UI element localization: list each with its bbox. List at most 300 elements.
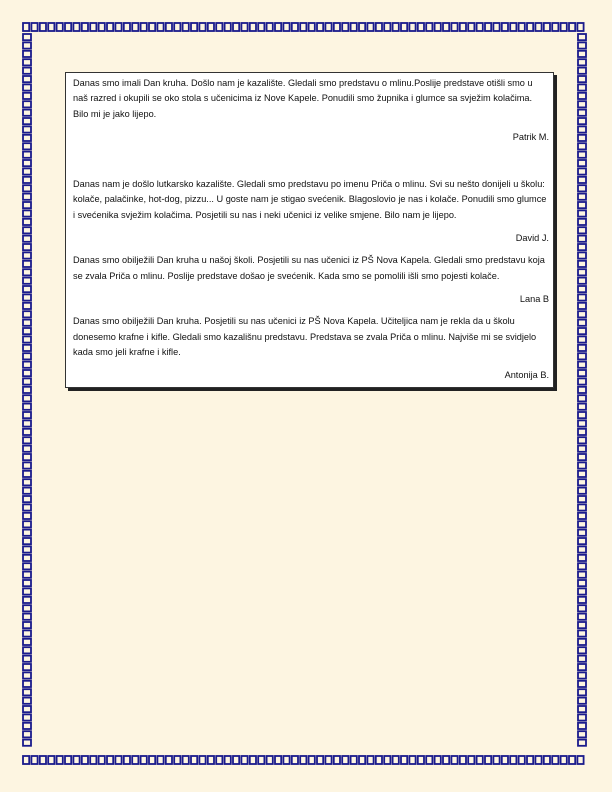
border-link (23, 387, 31, 393)
border-link (578, 68, 586, 74)
border-link (23, 328, 31, 334)
border-link (578, 219, 586, 225)
border-link (23, 462, 31, 468)
border-link (578, 412, 586, 418)
border-link (23, 412, 31, 418)
border-link (578, 252, 586, 258)
border-link (451, 23, 457, 31)
border-link (552, 23, 558, 31)
border-link (578, 269, 586, 275)
border-link (124, 756, 130, 764)
border-link (23, 588, 31, 594)
border-link (23, 126, 31, 132)
border-link (578, 278, 586, 284)
border-link (82, 23, 88, 31)
border-link (578, 294, 586, 300)
entry-author: Patrik M. (512, 131, 549, 142)
border-link (283, 756, 289, 764)
border-link (23, 370, 31, 376)
border-link (578, 395, 586, 401)
border-link (23, 630, 31, 636)
border-link (23, 530, 31, 536)
border-link (115, 23, 121, 31)
border-link (275, 756, 281, 764)
border-link (250, 756, 256, 764)
border-link (317, 756, 323, 764)
border-link (578, 194, 586, 200)
border-link (578, 210, 586, 216)
border-link (23, 488, 31, 494)
border-link (65, 23, 71, 31)
border-link (578, 362, 586, 368)
border-link (23, 513, 31, 519)
border-link (23, 672, 31, 678)
border-link (578, 286, 586, 292)
border-link (23, 395, 31, 401)
border-link (23, 689, 31, 695)
border-link (578, 471, 586, 477)
border-link (23, 336, 31, 342)
border-link (519, 23, 525, 31)
border-link (578, 496, 586, 502)
border-link (183, 23, 189, 31)
border-link (23, 664, 31, 670)
border-link (384, 23, 390, 31)
border-link (367, 23, 373, 31)
border-link (578, 303, 586, 309)
border-link (258, 756, 264, 764)
border-link (578, 328, 586, 334)
border-link (527, 756, 533, 764)
border-link (23, 278, 31, 284)
border-link (578, 320, 586, 326)
border-link (578, 59, 586, 65)
border-link (578, 572, 586, 578)
border-link (23, 194, 31, 200)
border-link (225, 756, 231, 764)
border-link (578, 378, 586, 384)
border-link (73, 23, 79, 31)
border-link (409, 23, 415, 31)
border-link (65, 756, 71, 764)
border-link (23, 496, 31, 502)
border-link (578, 160, 586, 166)
border-link (23, 740, 31, 746)
border-link (191, 756, 197, 764)
border-link (578, 462, 586, 468)
border-link (23, 68, 31, 74)
border-link (578, 538, 586, 544)
border-link (578, 698, 586, 704)
border-link (258, 23, 264, 31)
border-link (325, 756, 331, 764)
border-link (578, 404, 586, 410)
border-link (334, 756, 340, 764)
border-link (23, 227, 31, 233)
border-link (23, 320, 31, 326)
border-link (578, 446, 586, 452)
border-link (510, 23, 516, 31)
border-link (23, 555, 31, 561)
border-link (426, 756, 432, 764)
border-link (578, 689, 586, 695)
border-link (174, 756, 180, 764)
border-link (166, 23, 172, 31)
border-link (174, 23, 180, 31)
border-link (23, 504, 31, 510)
border-link (578, 353, 586, 359)
border-link (578, 740, 586, 746)
border-link (300, 23, 306, 31)
border-link (73, 756, 79, 764)
border-link (23, 202, 31, 208)
border-link (23, 580, 31, 586)
border-link (334, 23, 340, 31)
border-link (250, 23, 256, 31)
border-link (578, 672, 586, 678)
entry-text: Danas smo obilježili Dan kruha. Posjetili su nas učenici iz PŠ Nova Kapela. Učiteljica nam je rekla da u školu donesemo krafne i kifle. Gledali smo kazališnu predstavu. Predstava se zvala Priča o mlinu. Najviše mi se svidjelo kada smo jeli krafne i kifle. (73, 316, 537, 357)
border-link (99, 756, 105, 764)
border-link (23, 101, 31, 107)
border-link (283, 23, 289, 31)
border-link (393, 23, 399, 31)
border-link (31, 756, 37, 764)
border-link (578, 244, 586, 250)
border-link (208, 756, 214, 764)
border-link (578, 731, 586, 737)
border-link (40, 23, 46, 31)
border-link (157, 756, 163, 764)
border-link (578, 236, 586, 242)
border-link (578, 177, 586, 183)
border-link (451, 756, 457, 764)
border-link (23, 42, 31, 48)
border-link (578, 656, 586, 662)
entry-lana (73, 253, 549, 307)
border-link (485, 23, 491, 31)
border-link (23, 756, 29, 764)
border-link (23, 135, 31, 141)
border-link (578, 714, 586, 720)
border-link (199, 756, 205, 764)
border-link (124, 23, 130, 31)
border-link (578, 143, 586, 149)
border-link (23, 59, 31, 65)
border-link (216, 23, 222, 31)
border-link (577, 23, 583, 31)
border-link (191, 23, 197, 31)
entry-author: Lana B (519, 293, 549, 304)
border-link (578, 664, 586, 670)
border-link (578, 76, 586, 82)
border-link (208, 23, 214, 31)
border-link (578, 530, 586, 536)
border-link (485, 756, 491, 764)
border-link (578, 51, 586, 57)
border-link (578, 622, 586, 628)
entry-author: Antonija B. (504, 370, 549, 381)
border-link (578, 639, 586, 645)
border-link (376, 23, 382, 31)
border-link (578, 521, 586, 527)
border-link (48, 756, 54, 764)
border-link (48, 23, 54, 31)
border-link (132, 756, 138, 764)
border-link (477, 23, 483, 31)
border-link (23, 160, 31, 166)
border-link (23, 185, 31, 191)
border-link (23, 572, 31, 578)
border-link (376, 756, 382, 764)
border-link (578, 605, 586, 611)
border-link (23, 110, 31, 116)
border-link (23, 236, 31, 242)
border-link (23, 311, 31, 317)
border-link (578, 84, 586, 90)
border-link (23, 378, 31, 384)
border-link (502, 756, 508, 764)
border-link (90, 756, 96, 764)
border-link (23, 723, 31, 729)
border-link (23, 639, 31, 645)
border-link (578, 261, 586, 267)
border-link (23, 471, 31, 477)
border-link (535, 756, 541, 764)
border-link (23, 294, 31, 300)
border-link (23, 454, 31, 460)
border-link (23, 706, 31, 712)
border-link (23, 84, 31, 90)
border-link (23, 521, 31, 527)
border-link (325, 23, 331, 31)
border-link (578, 118, 586, 124)
border-link (578, 42, 586, 48)
border-link (23, 420, 31, 426)
border-link (292, 756, 298, 764)
border-link (23, 538, 31, 544)
border-link (578, 311, 586, 317)
border-link (309, 23, 315, 31)
border-link (578, 504, 586, 510)
border-link (578, 34, 586, 40)
border-link (578, 110, 586, 116)
border-link (393, 756, 399, 764)
border-link (31, 23, 37, 31)
border-link (275, 23, 281, 31)
border-link (578, 555, 586, 561)
border-link (578, 454, 586, 460)
border-link (552, 756, 558, 764)
border-link (502, 23, 508, 31)
entry-patrik (73, 76, 549, 145)
border-link (23, 93, 31, 99)
border-link (241, 756, 247, 764)
entry-david (73, 177, 549, 246)
border-link (132, 23, 138, 31)
border-link (578, 227, 586, 233)
entry-author: David J. (515, 233, 549, 244)
border-link (233, 756, 239, 764)
border-link (23, 345, 31, 351)
border-link (443, 756, 449, 764)
border-link (292, 23, 298, 31)
border-link (544, 23, 550, 31)
border-link (23, 143, 31, 149)
border-link (90, 23, 96, 31)
border-link (578, 152, 586, 158)
border-link (317, 23, 323, 31)
border-link (426, 23, 432, 31)
border-link (460, 756, 466, 764)
border-link (561, 756, 567, 764)
border-link (578, 723, 586, 729)
border-link (578, 429, 586, 435)
border-link (418, 23, 424, 31)
border-link (23, 605, 31, 611)
border-link (578, 185, 586, 191)
border-link (23, 362, 31, 368)
border-link (157, 23, 163, 31)
border-link (23, 244, 31, 250)
border-link (569, 23, 575, 31)
border-link (23, 681, 31, 687)
border-link (578, 437, 586, 443)
border-link (578, 126, 586, 132)
border-link (578, 488, 586, 494)
border-link (401, 23, 407, 31)
border-link (300, 756, 306, 764)
border-link (578, 630, 586, 636)
border-link (23, 647, 31, 653)
border-link (23, 303, 31, 309)
border-link (23, 731, 31, 737)
border-link (578, 168, 586, 174)
border-link (23, 404, 31, 410)
border-link (149, 23, 155, 31)
border-link (342, 23, 348, 31)
entry-text: Danas smo obilježili Dan kruha u našoj školi. Posjetili su nas učenici iz PŠ Nova Kapela. Gledali smo predstavu koja se zvala Priča o mlinu. Poslije predstave došao je svećenik. Kada smo se pomolili išli smo pojesti kolače. (73, 255, 545, 281)
border-link (578, 336, 586, 342)
border-link (578, 513, 586, 519)
border-link (23, 210, 31, 216)
border-link (578, 202, 586, 208)
border-link (23, 714, 31, 720)
border-link (57, 23, 63, 31)
border-link (82, 756, 88, 764)
border-link (267, 756, 273, 764)
border-link (23, 261, 31, 267)
border-link (23, 177, 31, 183)
border-link (23, 698, 31, 704)
border-link (435, 23, 441, 31)
border-link (23, 23, 29, 31)
border-link (216, 756, 222, 764)
border-link (578, 588, 586, 594)
border-link (578, 580, 586, 586)
border-link (23, 656, 31, 662)
border-link (477, 756, 483, 764)
border-link (460, 23, 466, 31)
border-link (493, 756, 499, 764)
border-link (183, 756, 189, 764)
border-link (23, 34, 31, 40)
border-link (23, 76, 31, 82)
border-link (107, 23, 113, 31)
border-link (23, 269, 31, 275)
border-link (578, 546, 586, 552)
border-link (199, 23, 205, 31)
border-link (561, 23, 567, 31)
border-link (578, 479, 586, 485)
border-link (342, 756, 348, 764)
border-link (23, 51, 31, 57)
border-link (351, 756, 357, 764)
border-link (149, 756, 155, 764)
border-link (359, 23, 365, 31)
border-link (23, 219, 31, 225)
border-link (443, 23, 449, 31)
border-link (468, 23, 474, 31)
border-link (578, 614, 586, 620)
border-link (578, 647, 586, 653)
border-link (578, 93, 586, 99)
border-link (578, 597, 586, 603)
border-link (23, 353, 31, 359)
border-link (578, 101, 586, 107)
border-link (409, 756, 415, 764)
border-link (468, 756, 474, 764)
entry-antonija (73, 314, 549, 383)
border-link (435, 756, 441, 764)
border-link (351, 23, 357, 31)
border-link (241, 23, 247, 31)
border-link (23, 622, 31, 628)
border-link (569, 756, 575, 764)
border-link (23, 286, 31, 292)
border-link (23, 168, 31, 174)
essay-text-box (65, 72, 554, 388)
border-link (527, 23, 533, 31)
border-link (578, 370, 586, 376)
border-link (23, 614, 31, 620)
border-link (578, 345, 586, 351)
border-link (23, 479, 31, 485)
border-link (578, 681, 586, 687)
border-link (23, 597, 31, 603)
border-link (23, 546, 31, 552)
border-link (578, 563, 586, 569)
border-link (577, 756, 583, 764)
border-link (578, 135, 586, 141)
border-link (418, 756, 424, 764)
border-link (23, 429, 31, 435)
border-link (225, 23, 231, 31)
border-link (519, 756, 525, 764)
border-link (141, 23, 147, 31)
border-link (384, 756, 390, 764)
border-link (166, 756, 172, 764)
border-link (40, 756, 46, 764)
border-link (401, 756, 407, 764)
border-link (309, 756, 315, 764)
border-link (535, 23, 541, 31)
entry-text: Danas nam je došlo lutkarsko kazalište. Gledali smo predstavu po imenu Priča o mlinu. Svi su nešto donijeli u školu: kolače, palačinke, hot-dog, pizzu... U goste nam je stigao svećenik. Blagoslovio je nas i kolače. Ponudili smo glumce i svećenika svježim kolačima. Posjetili su nas i neki učenici iz velike smjene. Bilo nam je lijepo. (73, 179, 547, 220)
border-link (544, 756, 550, 764)
border-link (115, 756, 121, 764)
border-link (141, 756, 147, 764)
border-link (23, 252, 31, 258)
border-link (23, 437, 31, 443)
